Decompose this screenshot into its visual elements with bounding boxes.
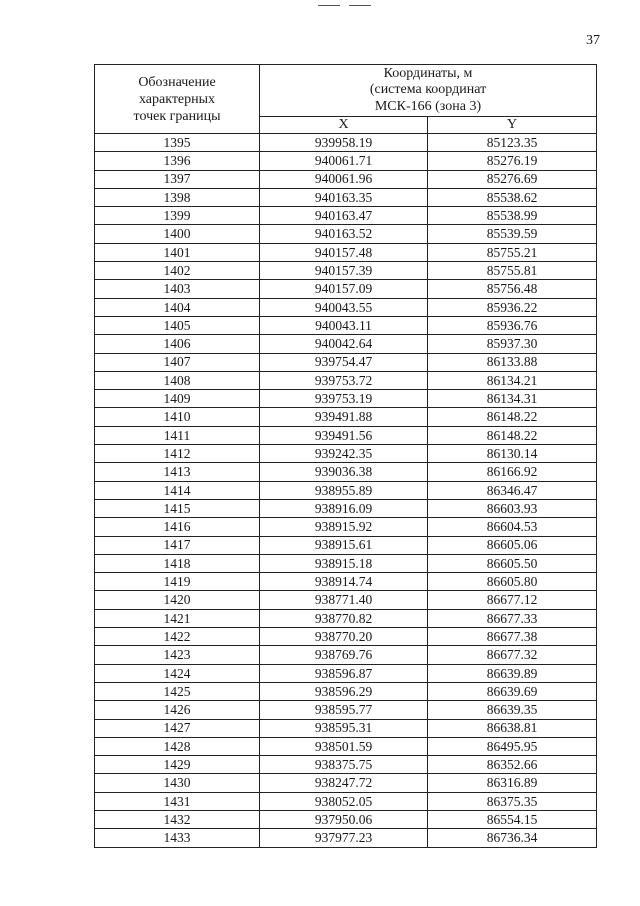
x-coordinate-cell: 938769.76 [260,646,428,664]
dash-mark [318,5,340,6]
y-coordinate-cell: 86604.53 [428,518,597,536]
point-id-cell: 1397 [95,170,260,188]
y-coordinate-cell: 86134.21 [428,371,597,389]
x-coordinate-cell: 938915.18 [260,554,428,572]
point-id-cell: 1422 [95,628,260,646]
point-column-header [95,65,260,134]
x-coordinate-cell: 938596.87 [260,664,428,682]
y-coordinate-cell: 86605.06 [428,536,597,554]
y-coordinate-cell: 86346.47 [428,481,597,499]
table-row [95,573,597,591]
point-id-cell: 1418 [95,554,260,572]
x-coordinate-cell: 938375.75 [260,756,428,774]
point-id-cell: 1399 [95,207,260,225]
y-coordinate-cell: 85276.69 [428,170,597,188]
x-coordinate-cell: 938052.05 [260,792,428,810]
table-row [95,298,597,316]
x-coordinate-cell: 940157.48 [260,243,428,261]
page-number: 37 [586,33,600,48]
x-coordinate-cell: 939491.88 [260,408,428,426]
x-coordinate-cell: 940061.71 [260,152,428,170]
table-row [95,316,597,334]
table-row [95,609,597,627]
table-row [95,280,597,298]
table-row [95,518,597,536]
table-row [95,426,597,444]
y-coordinate-cell: 85276.19 [428,152,597,170]
point-id-cell: 1396 [95,152,260,170]
x-coordinate-cell: 940163.47 [260,207,428,225]
y-coordinate-cell: 86166.92 [428,463,597,481]
point-id-cell: 1425 [95,682,260,700]
x-coordinate-cell: 938915.92 [260,518,428,536]
point-header-line: характерных [138,91,216,107]
point-id-cell: 1430 [95,774,260,792]
point-header-line: Обозначение [138,74,216,90]
y-coordinate-cell: 86677.38 [428,628,597,646]
table-row [95,335,597,353]
point-id-cell: 1414 [95,481,260,499]
x-coordinate-cell: 938501.59 [260,737,428,755]
point-id-cell: 1423 [95,646,260,664]
y-coordinate-cell: 86603.93 [428,499,597,517]
y-coordinate-cell: 85756.48 [428,280,597,298]
x-coordinate-cell: 938771.40 [260,591,428,609]
x-coordinate-cell: 940043.55 [260,298,428,316]
table-row [95,371,597,389]
y-coordinate-cell: 86148.22 [428,426,597,444]
table-row [95,499,597,517]
point-header-line: точек границы [133,108,221,124]
x-coordinate-cell: 939754.47 [260,353,428,371]
point-id-cell: 1400 [95,225,260,243]
top-dashes [318,5,374,7]
table-row [95,134,597,152]
point-id-cell: 1428 [95,737,260,755]
point-id-cell: 1426 [95,701,260,719]
y-coordinate-cell: 86316.89 [428,774,597,792]
table-row [95,756,597,774]
point-id-cell: 1411 [95,426,260,444]
x-coordinate-cell: 940042.64 [260,335,428,353]
point-id-cell: 1417 [95,536,260,554]
table-row [95,810,597,828]
table-row [95,646,597,664]
y-coordinate-cell: 85539.59 [428,225,597,243]
x-coordinate-cell: 937977.23 [260,829,428,847]
x-coordinate-cell: 939036.38 [260,463,428,481]
x-coordinate-cell: 940163.52 [260,225,428,243]
point-id-cell: 1395 [95,134,260,152]
y-coordinate-cell: 85936.76 [428,316,597,334]
table-row [95,481,597,499]
y-coordinate-cell: 86736.34 [428,829,597,847]
coords-header-line: (система координат [369,82,487,98]
table-row [95,207,597,225]
table-row [95,225,597,243]
point-id-cell: 1424 [95,664,260,682]
point-id-cell: 1409 [95,390,260,408]
x-coordinate-cell: 940163.35 [260,188,428,206]
x-coordinate-cell: 938914.74 [260,573,428,591]
point-id-cell: 1405 [95,316,260,334]
point-id-cell: 1416 [95,518,260,536]
point-id-cell: 1419 [95,573,260,591]
table-row [95,445,597,463]
table-row [95,737,597,755]
table-row [95,719,597,737]
x-coordinate-cell: 940061.96 [260,170,428,188]
x-coordinate-cell: 938915.61 [260,536,428,554]
y-coordinate-cell: 86352.66 [428,756,597,774]
table-row [95,829,597,847]
table-row [95,536,597,554]
y-coordinate-cell: 86605.80 [428,573,597,591]
table-row [95,262,597,280]
table-row [95,353,597,371]
point-id-cell: 1415 [95,499,260,517]
point-id-cell: 1427 [95,719,260,737]
point-id-cell: 1432 [95,810,260,828]
point-id-cell: 1398 [95,188,260,206]
coords-header-line: МСК-166 (зона 3) [374,98,482,114]
y-column-header: Y [428,116,597,133]
x-coordinate-cell: 940043.11 [260,316,428,334]
coords-header-line: Координаты, м [383,65,473,81]
coordinates-table [94,64,597,848]
point-id-cell: 1402 [95,262,260,280]
dash-mark [349,5,371,6]
x-coordinate-cell: 940157.39 [260,262,428,280]
point-id-cell: 1408 [95,371,260,389]
x-coordinate-cell: 939753.72 [260,371,428,389]
point-id-cell: 1420 [95,591,260,609]
point-id-cell: 1412 [95,445,260,463]
x-coordinate-cell: 937950.06 [260,810,428,828]
x-coordinate-cell: 940157.09 [260,280,428,298]
table-row [95,701,597,719]
y-coordinate-cell: 86677.33 [428,609,597,627]
coordinates-group-header [260,65,597,117]
table-row [95,628,597,646]
y-coordinate-cell: 86148.22 [428,408,597,426]
table-row [95,554,597,572]
point-id-cell: 1410 [95,408,260,426]
y-coordinate-cell: 86375.35 [428,792,597,810]
x-coordinate-cell: 938595.77 [260,701,428,719]
y-coordinate-cell: 85755.21 [428,243,597,261]
point-id-cell: 1401 [95,243,260,261]
y-coordinate-cell: 86677.12 [428,591,597,609]
y-coordinate-cell: 86130.14 [428,445,597,463]
x-coordinate-cell: 938955.89 [260,481,428,499]
y-coordinate-cell: 86605.50 [428,554,597,572]
point-id-cell: 1421 [95,609,260,627]
point-id-cell: 1406 [95,335,260,353]
x-coordinate-cell: 938595.31 [260,719,428,737]
y-coordinate-cell: 85755.81 [428,262,597,280]
point-id-cell: 1407 [95,353,260,371]
y-coordinate-cell: 85123.35 [428,134,597,152]
y-coordinate-cell: 86639.35 [428,701,597,719]
table-row [95,243,597,261]
y-coordinate-cell: 86133.88 [428,353,597,371]
point-id-cell: 1403 [95,280,260,298]
y-coordinate-cell: 86134.31 [428,390,597,408]
x-coordinate-cell: 939242.35 [260,445,428,463]
x-coordinate-cell: 938916.09 [260,499,428,517]
y-coordinate-cell: 86554.15 [428,810,597,828]
point-id-cell: 1404 [95,298,260,316]
table-row [95,774,597,792]
x-column-header: X [260,116,428,133]
y-coordinate-cell: 85538.99 [428,207,597,225]
table-row [95,408,597,426]
y-coordinate-cell: 86638.81 [428,719,597,737]
point-id-cell: 1433 [95,829,260,847]
y-coordinate-cell: 86639.69 [428,682,597,700]
table-row [95,152,597,170]
x-coordinate-cell: 938770.82 [260,609,428,627]
y-coordinate-cell: 85936.22 [428,298,597,316]
y-coordinate-cell: 85937.30 [428,335,597,353]
table-row [95,591,597,609]
x-coordinate-cell: 939753.19 [260,390,428,408]
table-row [95,390,597,408]
point-id-cell: 1413 [95,463,260,481]
table-row [95,188,597,206]
y-coordinate-cell: 86639.89 [428,664,597,682]
x-coordinate-cell: 939491.56 [260,426,428,444]
x-coordinate-cell: 938770.20 [260,628,428,646]
table-row [95,664,597,682]
table-row [95,682,597,700]
x-coordinate-cell: 938596.29 [260,682,428,700]
table-row [95,792,597,810]
point-id-cell: 1431 [95,792,260,810]
point-id-cell: 1429 [95,756,260,774]
y-coordinate-cell: 85538.62 [428,188,597,206]
table-row [95,463,597,481]
table-row [95,170,597,188]
y-coordinate-cell: 86495.95 [428,737,597,755]
x-coordinate-cell: 938247.72 [260,774,428,792]
y-coordinate-cell: 86677.32 [428,646,597,664]
x-coordinate-cell: 939958.19 [260,134,428,152]
